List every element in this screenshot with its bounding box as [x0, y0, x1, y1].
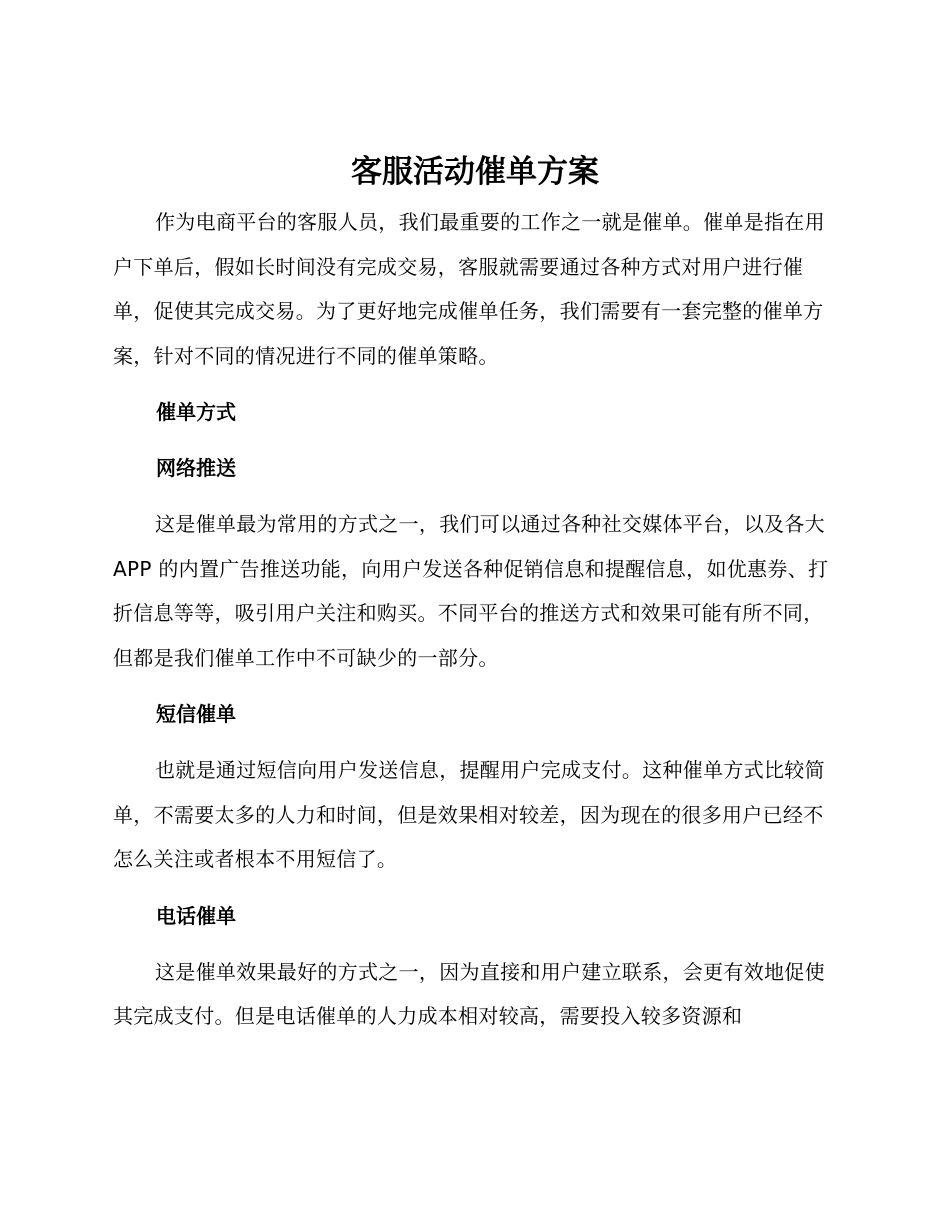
document-body [113, 200, 838, 1039]
method-heading-network-push: 网络推送 [156, 456, 236, 480]
method-heading-phone: 电话催单 [156, 903, 236, 928]
method-body-phone: 这是催单效果最好的方式之一，因为直接和用户建立联系，会更有效地促使其完成支付。但是电话催单的人力成本相对较高，需要投入较多资源和 [113, 959, 825, 1028]
section-heading: 催单方式 [156, 400, 236, 424]
method-body-network-push: 这是催单最为常用的方式之一，我们可以通过各种社交媒体平台，以及各大 APP 的内置广告推送功能，向用户发送各种促销信息和提醒信息，如优惠券、打折信息等等，吸引用户关注和购买。不同平台的推送方式和效果可能有所不同，但都是我们催单工作中不可缺少的一部分。 [113, 512, 829, 670]
method-heading-sms: 短信催单 [156, 702, 236, 726]
document-title: 客服活动催单方案 [351, 154, 599, 190]
method-body-sms: 也就是通过短信向用户发送信息，提醒用户完成支付。这种催单方式比较简单，不需要太多的人力和时间，但是效果相对较差，因为现在的很多用户已经不怎么关注或者根本不用短信了。 [113, 758, 825, 871]
intro-paragraph: 作为电商平台的客服人员，我们最重要的工作之一就是催单。催单是指在用户下单后，假如长时间没有完成交易，客服就需要通过各种方式对用户进行催单，促使其完成交易。为了更好地完成催单任务，我们需要有一套完整的催单方案，针对不同的情况进行不同的催单策略。 [113, 210, 825, 368]
